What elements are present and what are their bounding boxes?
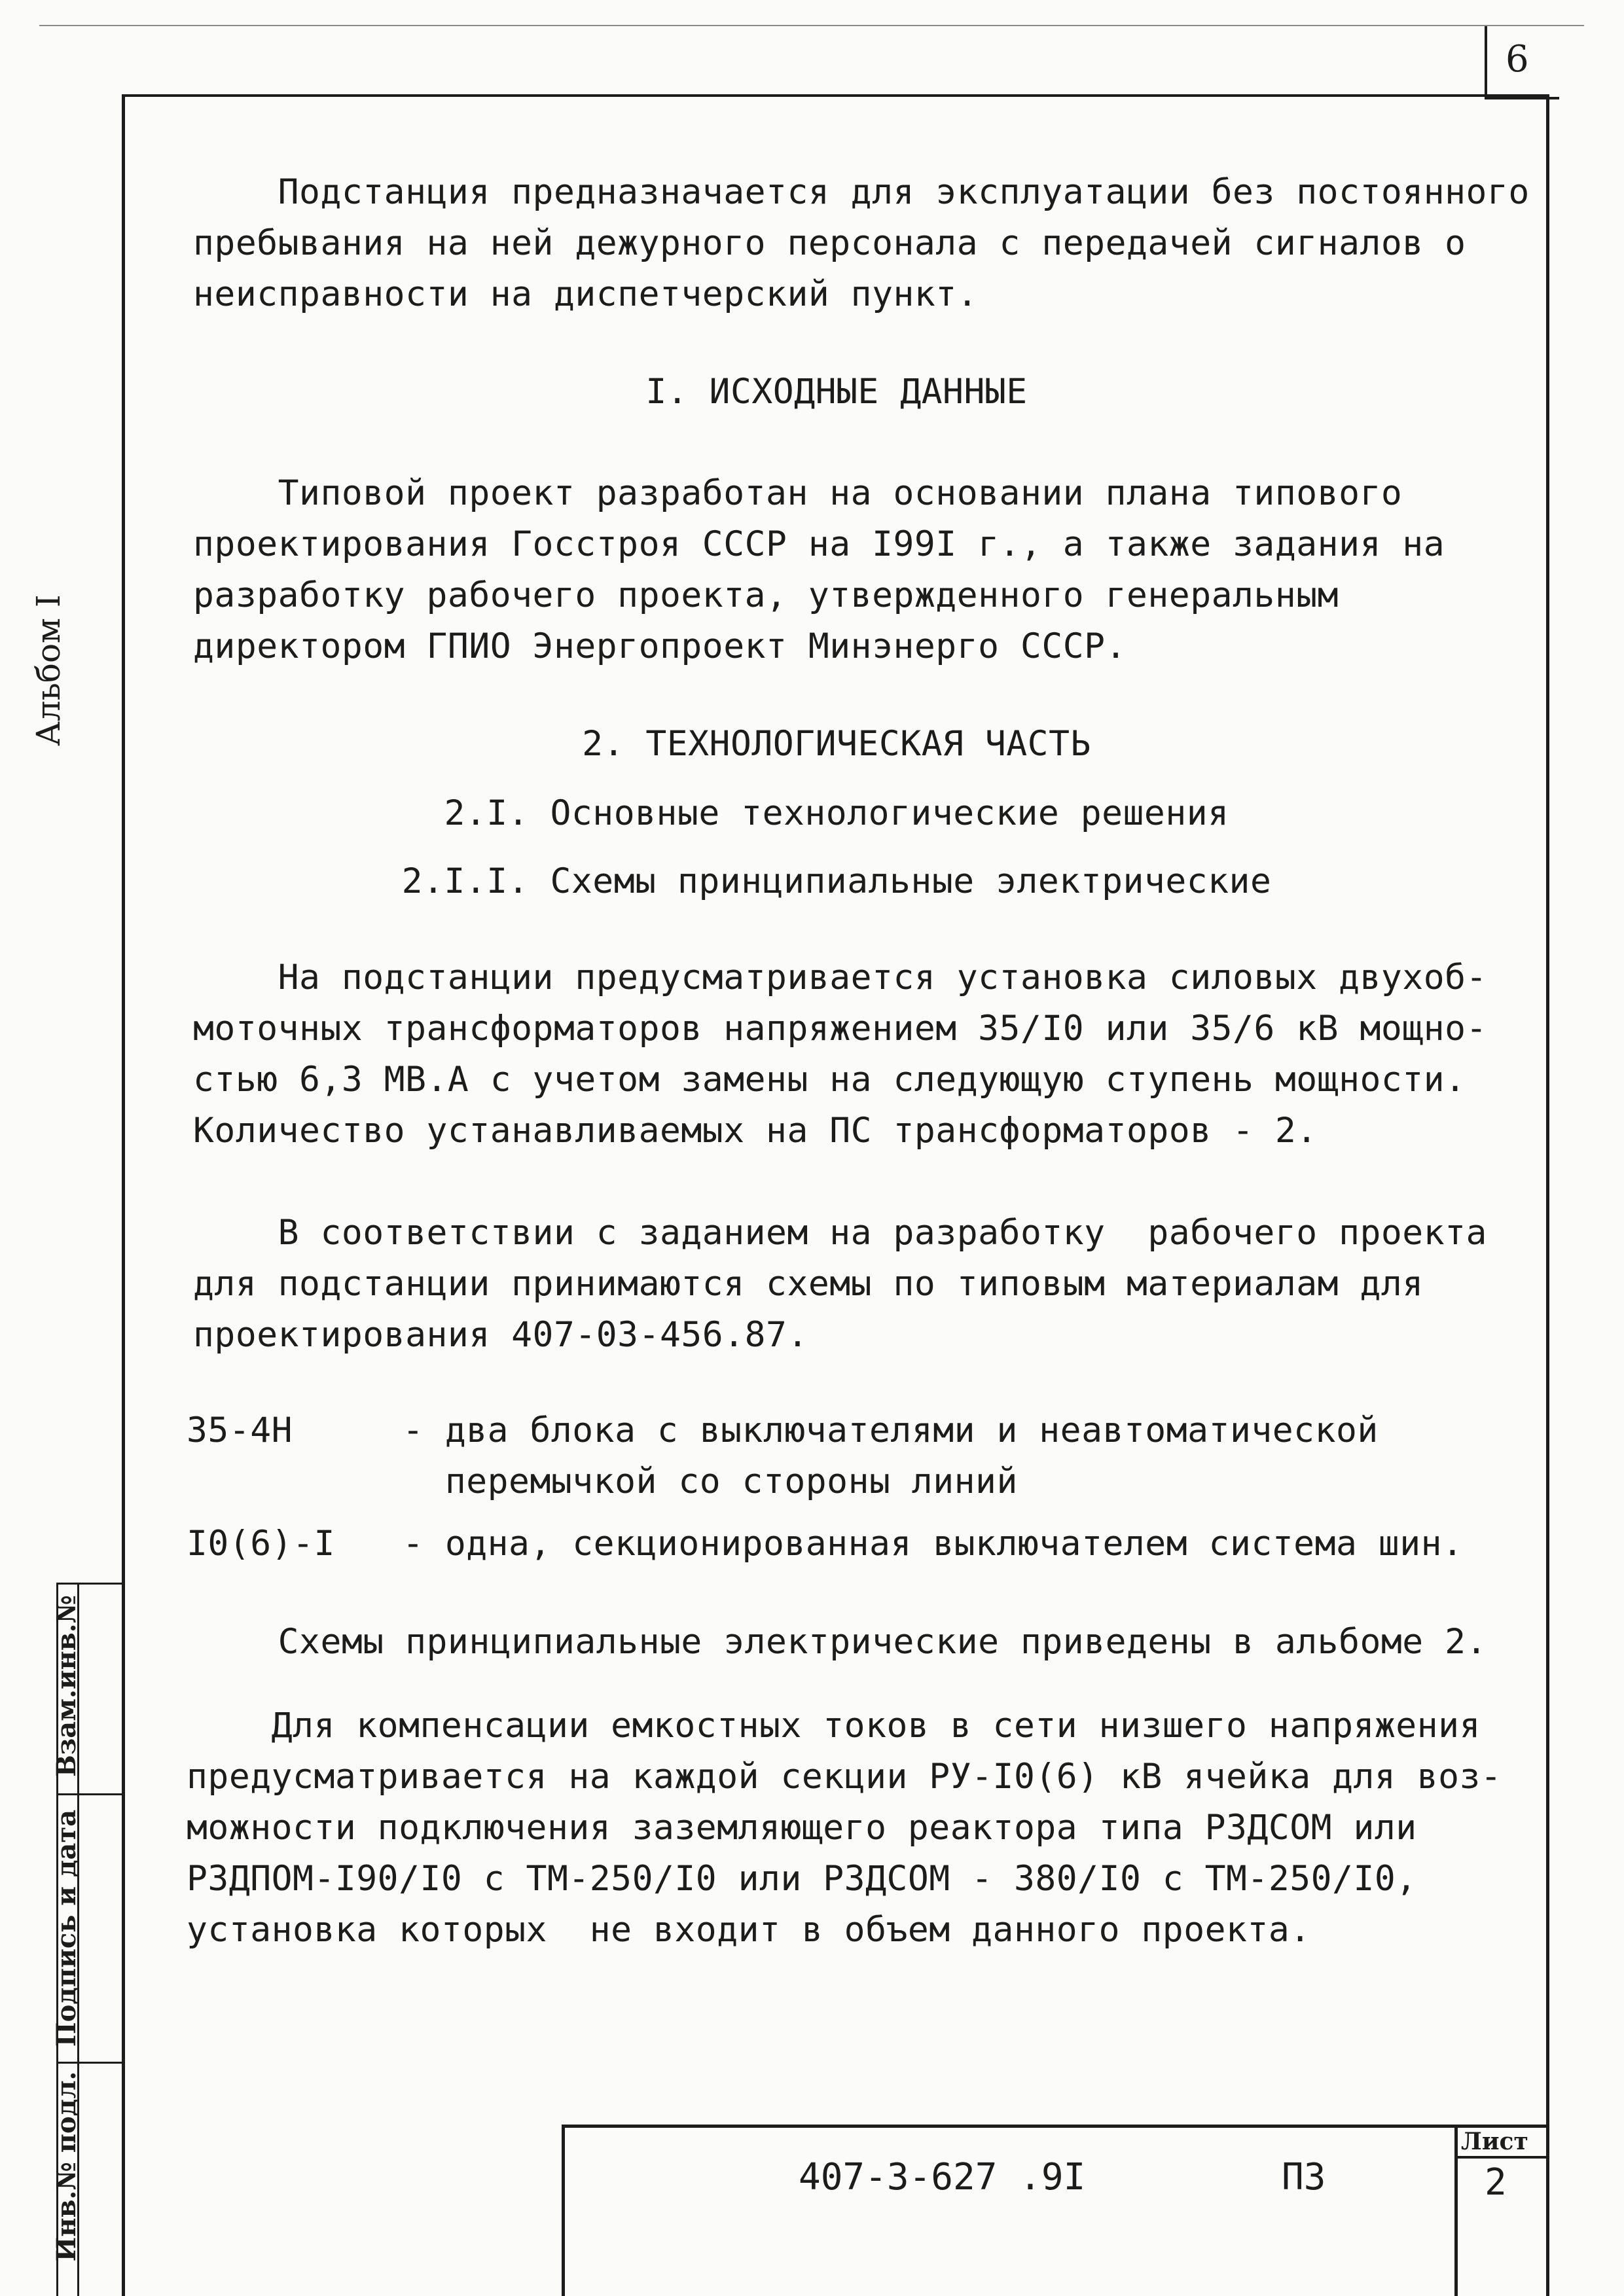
transformers-line-1: На подстанции предусматривается установка силовых двухоб-	[193, 958, 1487, 997]
section2-title: 2. ТЕХНОЛОГИЧЕСКАЯ ЧАСТЬ	[582, 724, 1091, 764]
frame-top	[124, 94, 1549, 97]
intro-line-1: Подстанция предназначается для эксплуатации без постоянного	[193, 172, 1530, 212]
sheet-number: 2	[1485, 2161, 1507, 2204]
document-type: ПЗ	[1282, 2156, 1326, 2198]
scheme-desc-1a: - два блока с выключателями и неавтоматической	[403, 1410, 1379, 1450]
intro-line-3: неисправности на диспетчерский пункт.	[193, 274, 979, 314]
section1-line-1: Типовой проект разработан на основании плана типового	[193, 473, 1403, 513]
document-code: 407-3-627 .9I	[799, 2156, 1086, 2198]
page-number: 6	[1506, 38, 1529, 81]
section1-title: I. ИСХОДНЫЕ ДАННЫЕ	[645, 372, 1028, 412]
section1-line-4: директором ГПИО Энергопроект Минэнерго СССР.	[193, 626, 1127, 666]
schemes-line-2: для подстанции принимаются схемы по типовым материалам для	[193, 1264, 1424, 1304]
compensation-line-1: Для компенсации емкостных токов в сети низшего напряжения	[187, 1706, 1481, 1746]
schemes-line-1: В соответствии с заданием на разработку рабочего проекта	[193, 1213, 1487, 1253]
scheme-code-2: I0(6)-I	[187, 1524, 335, 1564]
frame-left	[122, 94, 125, 2296]
transformers-line-2: моточных трансформаторов напряжением 35/I0 или 35/6 кВ мощно-	[193, 1009, 1487, 1049]
stamp-field-signature: Подпись и дата	[51, 1809, 82, 2047]
album-label: Альбом I	[29, 594, 67, 746]
stamp-field-replacement: Взам.инв.№	[51, 1594, 82, 1778]
scheme-desc-1b: перемычкой со стороны линий	[403, 1462, 1018, 1501]
compensation-line-2: предусматривается на каждой секции РУ-I0(6) кВ ячейка для воз-	[187, 1757, 1502, 1797]
frame-right	[1546, 94, 1549, 2296]
schemes-line-3: проектирования 407-03-456.87.	[193, 1315, 808, 1355]
transformers-line-3: стью 6,3 МВ.А с учетом замены на следующую ступень мощности.	[193, 1060, 1466, 1100]
compensation-line-5: установка которых не входит в объем данного проекта.	[187, 1910, 1311, 1950]
section1-line-3: разработку рабочего проекта, утвержденного генеральным	[193, 575, 1339, 615]
sheet-label: Лист	[1461, 2128, 1528, 2155]
transformers-line-4: Количество устанавливаемых на ПС трансформаторов - 2.	[193, 1111, 1318, 1151]
title-block-top	[564, 2125, 1547, 2128]
scheme-code-1: 35-4Н	[187, 1410, 293, 1450]
scheme-desc-2a: - одна, секционированная выключателем система шин.	[403, 1524, 1464, 1564]
top-scan-line	[39, 25, 1584, 26]
compensation-line-4: РЗДПОМ-I90/I0 с ТМ-250/I0 или РЗДСОМ - 380/I0 с ТМ-250/I0,	[187, 1859, 1417, 1899]
title-block-left	[562, 2125, 565, 2296]
compensation-line-3: можности подключения заземляющего реактора типа РЗДСОМ или	[187, 1808, 1417, 1848]
section21-title: 2.I. Основные технологические решения	[444, 793, 1229, 833]
stamp-field-inventory: Инв.№ подл.	[51, 2071, 82, 2262]
title-block-sheet-divider	[1454, 2125, 1458, 2296]
stamp-divider-1	[56, 1793, 123, 1795]
title-block-sheet-label-line	[1454, 2156, 1547, 2159]
stamp-top	[56, 1583, 123, 1585]
section211-title: 2.I.I. Схемы принципиальные электрические	[401, 861, 1272, 901]
stamp-divider-2	[56, 2062, 123, 2064]
section1-line-2: проектирования Госстроя СССР на I99I г., а также задания на	[193, 524, 1445, 564]
intro-line-2: пребывания на ней дежурного персонала с передачей сигналов о	[193, 223, 1466, 263]
album-ref: Схемы принципиальные электрические приведены в альбоме 2.	[193, 1622, 1487, 1662]
